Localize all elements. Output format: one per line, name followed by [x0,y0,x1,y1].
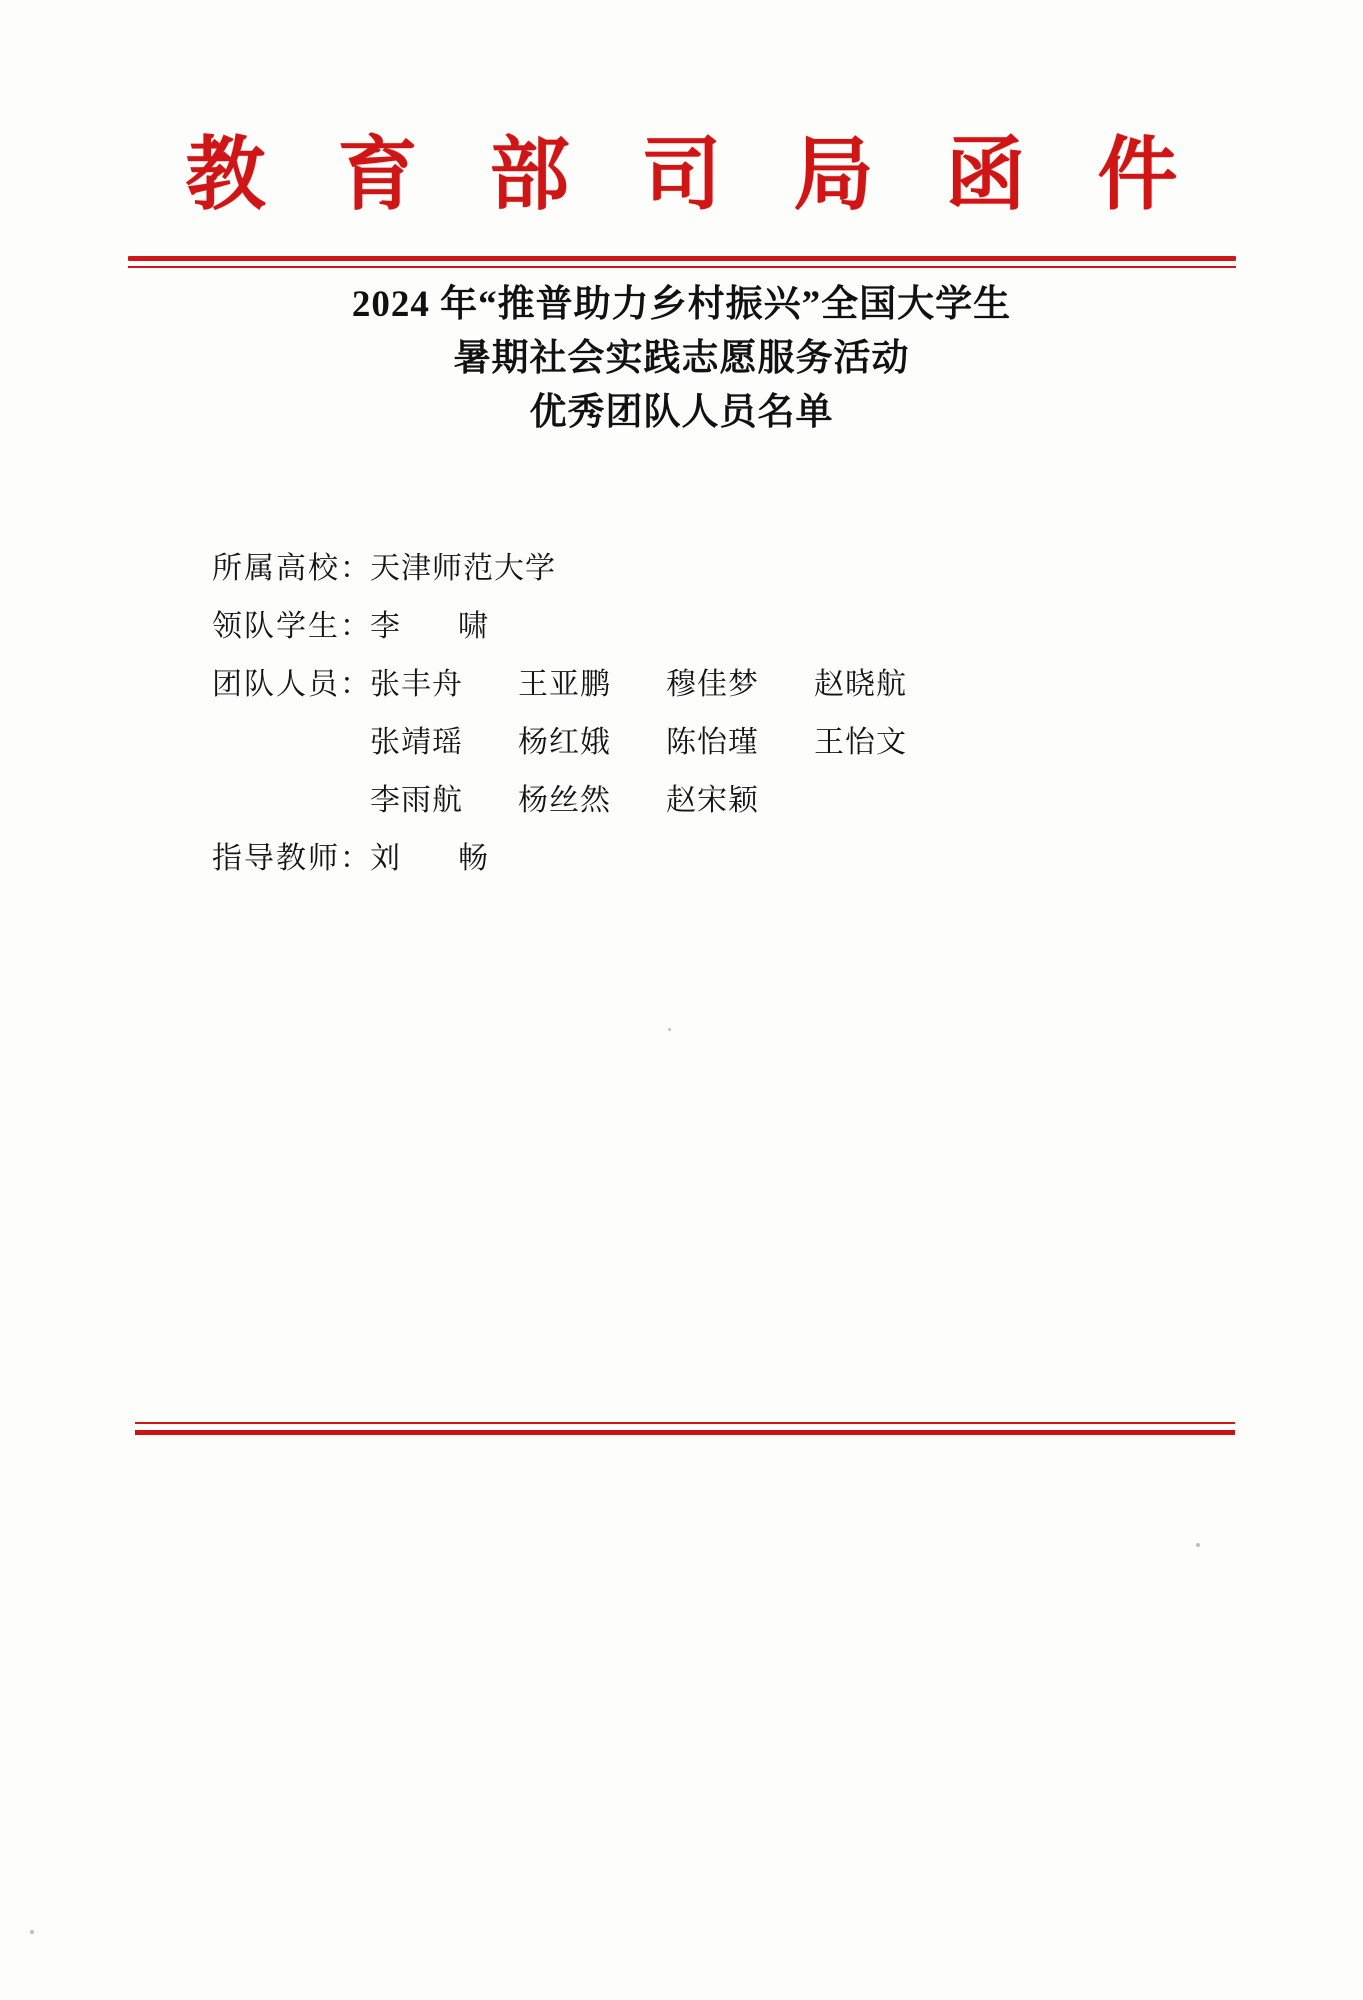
advisor-value: 刘 畅 [370,842,502,875]
page-title-line-2: 暑期社会实践志愿服务活动 [453,338,910,379]
member-name: 张靖瑶 [370,726,463,759]
school-label: 所属高校： [212,552,372,585]
field-row-leader [212,598,1162,656]
school-value: 天津师范大学 [370,552,556,585]
field-row-advisor [212,830,1162,888]
scan-speck [668,1028,671,1031]
member-name: 赵宋颖 [666,784,759,817]
member-name: 李雨航 [370,784,463,817]
member-name: 陈怡瑾 [666,726,759,759]
members-label: 团队人员： [212,668,372,701]
field-row-members-3 [212,772,1162,830]
masthead [0,130,1363,222]
member-name: 赵晓航 [814,668,907,701]
page-title-line-3: 优秀团队人员名单 [529,392,834,433]
member-name: 穆佳梦 [666,668,759,701]
footer-rule-thick [135,1430,1235,1435]
masthead-title: 教 育 部 司 局 函 件 [185,132,1204,220]
advisor-label: 指导教师： [212,842,372,875]
field-row-school [212,540,1162,598]
header-divider [128,256,1236,268]
field-row-members-2 [212,714,1162,772]
field-row-members-1 [212,656,1162,714]
header-rule-thin [128,266,1236,268]
page-title [0,278,1363,440]
member-name: 王怡文 [814,726,907,759]
member-name: 杨丝然 [518,784,611,817]
footer-divider [135,1422,1235,1435]
scan-speck [1196,1543,1200,1547]
page-title-line-1: 2024 年“推普助力乡村振兴”全国大学生 [351,284,1012,325]
member-name: 张丰舟 [370,668,463,701]
scan-speck [30,1930,34,1934]
members-row-2 [370,714,1162,772]
member-name: 王亚鹏 [518,668,611,701]
team-details [212,540,1162,888]
members-row-3 [370,772,1162,830]
leader-value: 李 啸 [370,610,502,643]
member-name: 杨红娥 [518,726,611,759]
leader-label: 领队学生： [212,610,372,643]
members-row-1 [370,656,1162,714]
